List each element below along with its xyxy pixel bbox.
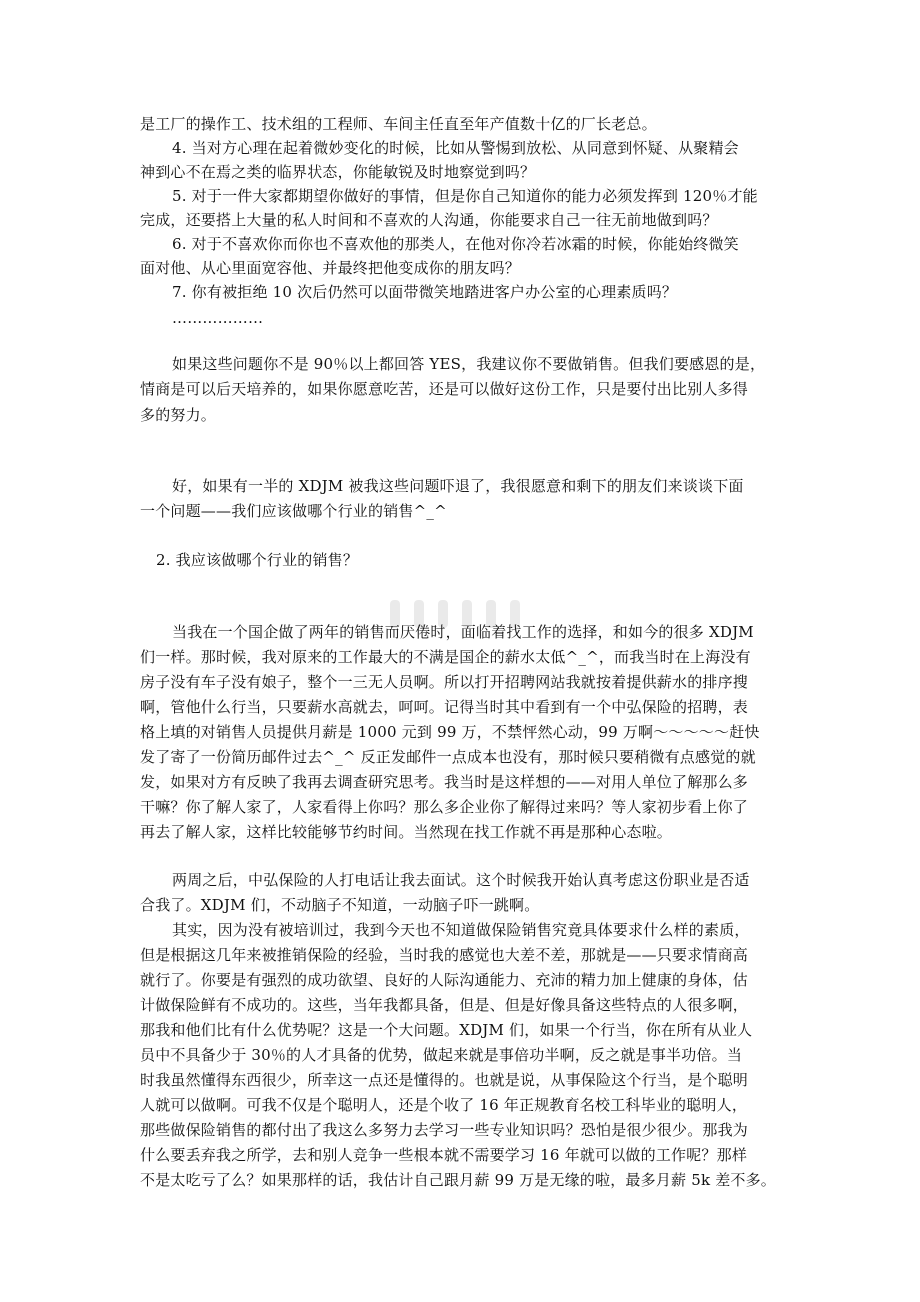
paragraph-line: 其实，因为没有被培训过，我到今天也不知道做保险销售究竟具体要求什么样的素质， bbox=[172, 921, 750, 939]
text-line: 面对他、从心里面宽容他、并最终把他变成你的朋友吗？ bbox=[140, 259, 521, 277]
ellipsis-line: ……………… bbox=[172, 309, 264, 327]
paragraph-line: 两周之后，中弘保险的人打电话让我去面试。这个时候我开始认真考虑这份职业是否适 bbox=[172, 871, 750, 889]
text-line: 那些做保险销售的都付出了我这么多努力去学习一些专业知识吗？恐怕是很少很少。那我为 bbox=[140, 1121, 749, 1139]
text-line: 但是根据这几年来被推销保险的经验，当时我的感觉也大差不差，那就是——只要求情商高 bbox=[140, 946, 749, 964]
text-line: 合我了。XDJM 们，不动脑子不知道，一动脑子吓一跳啊。 bbox=[140, 896, 540, 914]
list-item-7: 7. 你有被拒绝 10 次后仍然可以面带微笑地踏进客户办公室的心理素质吗？ bbox=[172, 283, 678, 301]
text-line: 情商是可以后天培养的，如果你愿意吃苦，还是可以做好这份工作，只是要付出比别人多得 bbox=[140, 380, 749, 398]
text-line: 们一样。那时候，我对原来的工作最大的不满是国企的薪水太低^_^，而我当时在上海没有 bbox=[140, 648, 751, 666]
text-line: 再去了解人家，这样比较能够节约时间。当然现在找工作就不再是那种心态啦。 bbox=[140, 823, 673, 841]
paragraph-line: 当我在一个国企做了两年的销售而厌倦时，面临着找工作的选择，和如今的很多 XDJM bbox=[172, 623, 754, 641]
list-item-6: 6. 对于不喜欢你而你也不喜欢他的那类人，在他对你冷若冰霜的时候，你能始终微笑 bbox=[172, 235, 739, 253]
text-line: 啊，管他什么行当，只要薪水高就去，呵呵。记得当时其中看到有一个中弘保险的招聘，表 bbox=[140, 698, 749, 716]
text-line: 格上填的对销售人员提供月薪是 1000 元到 99 万，不禁怦然心动，99 万啊～～～～～赶快 bbox=[140, 723, 760, 741]
text-line: 是工厂的操作工、技术组的工程师、车间主任直至年产值数十亿的厂长老总。 bbox=[140, 115, 657, 133]
paragraph-line: 如果这些问题你不是 90％以上都回答 YES，我建议你不要做销售。但我们要感恩的是， bbox=[172, 355, 766, 373]
text-line: 发，如果对方有反映了我再去调查研究思考。我当时是这样想的——对用人单位了解那么多 bbox=[140, 773, 749, 791]
text-line: 人就可以做啊。可我不仅是个聪明人，还是个收了 16 年正规教育名校工科毕业的聪明人， bbox=[140, 1096, 748, 1114]
section-heading: 2. 我应该做哪个行业的销售？ bbox=[156, 551, 359, 569]
text-line: 不是太吃亏了么？如果那样的话，我估计自己跟月薪 99 万是无缘的啦，最多月薪 5k 差不多。 bbox=[140, 1171, 776, 1189]
text-line: 就行了。你要是有强烈的成功欲望、良好的人际沟通能力、充沛的精力加上健康的身体，估 bbox=[140, 971, 749, 989]
text-line: 计做保险鲜有不成功的。这些，当年我都具备，但是、但是好像具备这些特点的人很多啊， bbox=[140, 996, 749, 1014]
text-line: 干嘛？你了解人家了，人家看得上你吗？那么多企业你了解得过来吗？等人家初步看上你了 bbox=[140, 798, 749, 816]
text-line: 员中不具备少于 30％的人才具备的优势，做起来就是事倍功半啊，反之就是事半功倍。当 bbox=[140, 1046, 743, 1064]
text-line: 什么要丢弃我之所学，去和别人竞争一些根本就不需要学习 16 年就可以做的工作呢？那样 bbox=[140, 1146, 748, 1164]
text-line: 房子没有车子没有娘子，整个一三无人员啊。所以打开招聘网站我就按着提供薪水的排序搜 bbox=[140, 673, 749, 691]
list-item-5: 5. 对于一件大家都期望你做好的事情，但是你自己知道你的能力必须发挥到 120％才能 bbox=[172, 187, 758, 205]
text-line: 发了寄了一份简历邮件过去^_^ 反正发邮件一点成本也没有，那时候只要稍微有点感觉的就 bbox=[140, 748, 756, 766]
list-item-4: 4. 当对方心理在起着微妙变化的时候，比如从警惕到放松、从同意到怀疑、从聚精会 bbox=[172, 139, 739, 157]
text-line: 神到心不在焉之类的临界状态，你能敏锐及时地察觉到吗？ bbox=[140, 163, 536, 181]
text-line: 完成，还要搭上大量的私人时间和不喜欢的人沟通，你能要求自己一往无前地做到吗？ bbox=[140, 211, 718, 229]
text-line: 时我虽然懂得东西很少，所幸这一点还是懂得的。也就是说，从事保险这个行当，是个聪明 bbox=[140, 1071, 749, 1089]
text-line: 多的努力。 bbox=[140, 406, 217, 424]
text-line: 一个问题——我们应该做哪个行业的销售^_^ bbox=[140, 502, 447, 520]
text-line: 那我和他们比有什么优势呢？这是一个大问题。XDJM 们，如果一个行当，你在所有从业人 bbox=[140, 1021, 753, 1039]
paragraph-line: 好，如果有一半的 XDJM 被我这些问题吓退了，我很愿意和剩下的朋友们来谈谈下面 bbox=[172, 477, 744, 495]
